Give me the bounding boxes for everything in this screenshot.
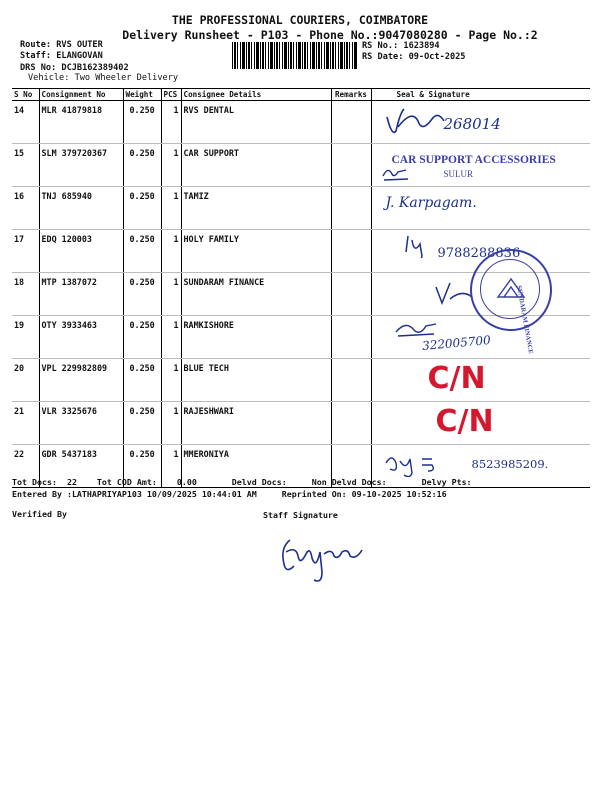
staff-handwritten-signature [276, 530, 366, 586]
cell-consignee: MMERONIYA [181, 445, 331, 488]
verified-by-label: Verified By [12, 509, 67, 519]
cell-remarks [331, 359, 371, 402]
seal-emblem-icon [496, 275, 526, 301]
cell-weight: 0.250 [123, 101, 161, 144]
cell-weight: 0.250 [123, 359, 161, 402]
cell-consignee: TAMIZ [181, 187, 331, 230]
cell-pcs: 1 [161, 273, 181, 316]
table-header-row [12, 89, 590, 101]
cell-sno: 19 [12, 316, 39, 359]
cell-signature [371, 101, 590, 144]
cell-pcs: 1 [161, 445, 181, 488]
col-header-consignment: Consignment No [39, 89, 123, 101]
cell-sno: 18 [12, 273, 39, 316]
phone-number: 9788288836 [437, 246, 521, 261]
cell-remarks [331, 101, 371, 144]
cell-signature [371, 402, 590, 445]
cell-weight: 0.250 [123, 402, 161, 445]
cell-consignment: TNJ 685940 [39, 187, 123, 230]
cell-weight: 0.250 [123, 187, 161, 230]
cell-sno: 21 [12, 402, 39, 445]
cell-consignment: EDQ 120003 [39, 230, 123, 273]
signature-number: 322005700 [421, 333, 491, 353]
table-row [12, 101, 590, 144]
cell-weight: 0.250 [123, 445, 161, 488]
cell-weight: 0.250 [123, 273, 161, 316]
cell-remarks [331, 273, 371, 316]
cell-consignment: SLM 379720367 [39, 144, 123, 187]
cell-pcs: 1 [161, 101, 181, 144]
cell-weight: 0.250 [123, 230, 161, 273]
cell-consignee: SUNDARAM FINANCE [181, 273, 331, 316]
staff-signature-label: Staff Signature [263, 510, 338, 520]
cell-pcs: 1 [161, 359, 181, 402]
cell-consignment: MTP 1387072 [39, 273, 123, 316]
table-row [12, 273, 590, 316]
runsheet-subtitle: Delivery Runsheet - P103 - Phone No.:9047080280 - Page No.:2 [122, 28, 538, 42]
cell-pcs: 1 [161, 402, 181, 445]
handwritten-signature [382, 451, 452, 477]
barcode [232, 42, 358, 69]
cell-weight: 0.250 [123, 144, 161, 187]
rs-date: RS Date: 09-Oct-2025 [362, 52, 466, 62]
cell-consignee: RAJESHWARI [181, 402, 331, 445]
signature-note: 268014 [443, 115, 501, 133]
cell-signature [371, 187, 590, 230]
runsheet-table [12, 88, 590, 488]
cell-pcs: 1 [161, 144, 181, 187]
cell-pcs: 1 [161, 230, 181, 273]
route-info: Route: RVS OUTER [20, 40, 103, 50]
col-header-remarks: Remarks [331, 89, 371, 101]
company-stamp-city: SULUR [443, 169, 474, 179]
handwritten-signature [392, 318, 442, 340]
cell-consignment: OTY 3933463 [39, 316, 123, 359]
staff-info: Staff: ELANGOVAN [20, 51, 103, 61]
company-title: THE PROFESSIONAL COURIERS, COIMBATORE [171, 13, 429, 27]
col-header-sno: S No [12, 89, 39, 101]
table-row [12, 187, 590, 230]
totals-summary: Tot Docs: 22 Tot COD Amt: 0.00 Delvd Docs: Non Delvd Docs: Delvy Pts: [12, 477, 472, 487]
cn-mark: C/N [435, 404, 494, 439]
cell-sno: 16 [12, 187, 39, 230]
cell-consignee: CAR SUPPORT [181, 144, 331, 187]
cell-remarks [331, 187, 371, 230]
col-header-seal-signature: Seal & Signature [371, 89, 590, 101]
handwritten-initial [380, 166, 410, 182]
cn-mark: C/N [427, 361, 486, 396]
drs-number: DRS No: DCJB162389402 [20, 63, 129, 73]
col-header-consignee: Consignee Details [181, 89, 331, 101]
cell-sno: 14 [12, 101, 39, 144]
cell-sno: 17 [12, 230, 39, 273]
cell-consignment: VLR 3325676 [39, 402, 123, 445]
cell-signature [371, 144, 590, 187]
cell-sno: 20 [12, 359, 39, 402]
company-stamp: CAR SUPPORT ACCESSORIES [391, 154, 556, 166]
cell-sno: 15 [12, 144, 39, 187]
cell-consignee: HOLY FAMILY [181, 230, 331, 273]
cell-remarks [331, 316, 371, 359]
cell-remarks [331, 144, 371, 187]
handwritten-signature [382, 103, 452, 143]
cell-consignee: RAMKISHORE [181, 316, 331, 359]
col-header-weight: Weight [123, 89, 161, 101]
cell-signature [371, 316, 590, 359]
cell-signature [371, 359, 590, 402]
table-row [12, 359, 590, 402]
entered-by-line: Entered By :LATHAPRIYAP103 10/09/2025 10:44:01 AM Reprinted On: 09-10-2025 10:52:16 [12, 489, 447, 499]
cell-consignment: GDR 5437183 [39, 445, 123, 488]
vehicle-info: Vehicle: Two Wheeler Delivery [28, 73, 179, 83]
handwritten-signature [402, 230, 432, 258]
col-header-pcs: PCS [161, 89, 181, 101]
cell-pcs: 1 [161, 187, 181, 230]
cell-consignee: BLUE TECH [181, 359, 331, 402]
phone-number: 8523985209. [471, 457, 549, 471]
cell-sno: 22 [12, 445, 39, 488]
cell-consignment: VPL 229982809 [39, 359, 123, 402]
seal-text: SUNDARAM FINANCE [514, 285, 534, 355]
cell-consignment: MLR 41879818 [39, 101, 123, 144]
cell-remarks [331, 402, 371, 445]
table-row [12, 316, 590, 359]
handwritten-name: J. Karpagam. [385, 195, 477, 211]
cell-consignee: RVS DENTAL [181, 101, 331, 144]
cell-weight: 0.250 [123, 316, 161, 359]
table-row [12, 144, 590, 187]
cell-remarks [331, 230, 371, 273]
cell-pcs: 1 [161, 316, 181, 359]
rs-number: RS No.: 1623894 [362, 41, 440, 51]
table-row [12, 402, 590, 445]
